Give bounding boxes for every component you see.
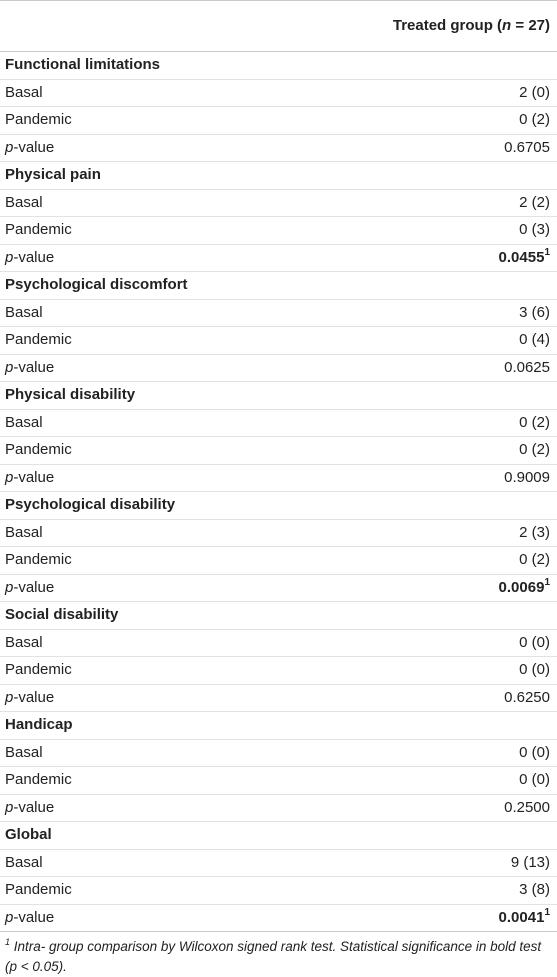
pvalue-cell <box>357 574 557 602</box>
section-title: Global <box>0 822 357 850</box>
pandemic-value: 0 (2) <box>357 437 557 465</box>
footnote-reference-mark: 1 <box>544 576 550 588</box>
basal-row <box>0 299 557 327</box>
pandemic-label: Pandemic <box>0 877 357 905</box>
section-title: Psychological disability <box>0 492 357 520</box>
section-title: Physical disability <box>0 382 357 410</box>
pandemic-row <box>0 217 557 245</box>
pvalue-cell <box>357 354 557 382</box>
pvalue-label-text: -value <box>13 578 55 596</box>
pvalue-label-text: -value <box>13 688 55 706</box>
footnote-reference-mark: 1 <box>544 906 550 918</box>
section-header-row <box>0 52 557 80</box>
pvalue-cell <box>357 134 557 162</box>
section-empty-cell <box>357 602 557 630</box>
pvalue-cell <box>357 684 557 712</box>
section-empty-cell <box>357 382 557 410</box>
pvalue-number: 0.0041 <box>498 908 545 926</box>
pvalue-number: 0.0455 <box>498 248 545 266</box>
pvalue-p-symbol: p <box>5 578 14 596</box>
pvalue-row <box>0 684 557 712</box>
footnote-reference-mark: 1 <box>544 246 550 258</box>
pandemic-label: Pandemic <box>0 107 357 135</box>
pvalue-row <box>0 244 557 272</box>
basal-label: Basal <box>0 299 357 327</box>
pvalue-row <box>0 354 557 382</box>
section-header-row <box>0 712 557 740</box>
pandemic-label: Pandemic <box>0 547 357 575</box>
section-title: Functional limitations <box>0 52 357 80</box>
pvalue-cell <box>357 464 557 492</box>
pandemic-row <box>0 107 557 135</box>
basal-label: Basal <box>0 629 357 657</box>
section-header-row <box>0 162 557 190</box>
pandemic-value: 0 (2) <box>357 107 557 135</box>
basal-label: Basal <box>0 739 357 767</box>
basal-label: Basal <box>0 849 357 877</box>
basal-row <box>0 849 557 877</box>
pvalue-row <box>0 464 557 492</box>
basal-value: 9 (13) <box>357 849 557 877</box>
pvalue-label <box>0 904 357 932</box>
section-empty-cell <box>357 52 557 80</box>
pvalue-p-symbol: p <box>5 138 14 156</box>
basal-value: 0 (2) <box>357 409 557 437</box>
section-header-row <box>0 382 557 410</box>
treated-group-column-header: Treated group (n = 27) <box>357 1 557 52</box>
section-empty-cell <box>357 272 557 300</box>
pvalue-number: 0.2500 <box>504 798 550 816</box>
table-header-row <box>0 1 557 52</box>
pvalue-p-symbol: p <box>5 908 14 926</box>
pvalue-label-text: -value <box>13 248 55 266</box>
basal-row <box>0 79 557 107</box>
basal-label: Basal <box>0 409 357 437</box>
pandemic-row <box>0 877 557 905</box>
pvalue-number: 0.0625 <box>504 358 550 376</box>
pvalue-label <box>0 244 357 272</box>
section-title: Social disability <box>0 602 357 630</box>
pvalue-row <box>0 904 557 932</box>
basal-value: 2 (2) <box>357 189 557 217</box>
pvalue-cell <box>357 904 557 932</box>
pandemic-row <box>0 547 557 575</box>
pvalue-label-text: -value <box>13 798 55 816</box>
pvalue-number: 0.9009 <box>504 468 550 486</box>
table-body <box>0 52 557 932</box>
section-empty-cell <box>357 162 557 190</box>
pvalue-cell <box>357 244 557 272</box>
pvalue-label <box>0 574 357 602</box>
basal-value: 0 (0) <box>357 739 557 767</box>
basal-label: Basal <box>0 519 357 547</box>
pandemic-label: Pandemic <box>0 657 357 685</box>
pvalue-p-symbol: p <box>5 248 14 266</box>
basal-row <box>0 189 557 217</box>
section-empty-cell <box>357 712 557 740</box>
pandemic-row <box>0 327 557 355</box>
section-empty-cell <box>357 822 557 850</box>
basal-value: 2 (0) <box>357 79 557 107</box>
pandemic-label: Pandemic <box>0 217 357 245</box>
pvalue-label <box>0 684 357 712</box>
section-title: Physical pain <box>0 162 357 190</box>
basal-label: Basal <box>0 79 357 107</box>
pandemic-label: Pandemic <box>0 437 357 465</box>
section-empty-cell <box>357 492 557 520</box>
basal-value: 2 (3) <box>357 519 557 547</box>
pvalue-p-symbol: p <box>5 358 14 376</box>
pandemic-label: Pandemic <box>0 767 357 795</box>
pvalue-label <box>0 354 357 382</box>
pvalue-label <box>0 134 357 162</box>
pvalue-p-symbol: p <box>5 468 14 486</box>
basal-value: 0 (0) <box>357 629 557 657</box>
table-footnote <box>0 932 557 977</box>
basal-value: 3 (6) <box>357 299 557 327</box>
pvalue-row <box>0 574 557 602</box>
section-header-row <box>0 602 557 630</box>
pvalue-row <box>0 794 557 822</box>
basal-label: Basal <box>0 189 357 217</box>
pvalue-label-text: -value <box>13 468 55 486</box>
pvalue-row <box>0 134 557 162</box>
footnote-mark: 1 <box>5 936 11 947</box>
footnote-text: Intra- group comparison by Wilcoxon signed rank test. Statistical significance in bold test (p < 0.05). <box>5 939 542 974</box>
basal-row <box>0 409 557 437</box>
pandemic-value: 0 (2) <box>357 547 557 575</box>
section-title: Psychological discomfort <box>0 272 357 300</box>
basal-row <box>0 519 557 547</box>
pvalue-cell <box>357 794 557 822</box>
pandemic-value: 0 (4) <box>357 327 557 355</box>
section-header-row <box>0 492 557 520</box>
pvalue-number: 0.6705 <box>504 138 550 156</box>
pandemic-row <box>0 437 557 465</box>
section-header-row <box>0 822 557 850</box>
pandemic-row <box>0 657 557 685</box>
pandemic-value: 0 (0) <box>357 657 557 685</box>
pandemic-value: 0 (3) <box>357 217 557 245</box>
pvalue-label-text: -value <box>13 908 55 926</box>
section-header-row <box>0 272 557 300</box>
basal-row <box>0 629 557 657</box>
basal-row <box>0 739 557 767</box>
pvalue-number: 0.0069 <box>498 578 545 596</box>
row-label-header <box>0 1 357 52</box>
pvalue-p-symbol: p <box>5 798 14 816</box>
pandemic-label: Pandemic <box>0 327 357 355</box>
pandemic-value: 3 (8) <box>357 877 557 905</box>
pvalue-label-text: -value <box>13 358 55 376</box>
pvalue-label <box>0 464 357 492</box>
pvalue-number: 0.6250 <box>504 688 550 706</box>
pandemic-row <box>0 767 557 795</box>
pvalue-label-text: -value <box>13 138 55 156</box>
pandemic-value: 0 (0) <box>357 767 557 795</box>
pvalue-p-symbol: p <box>5 688 14 706</box>
section-title: Handicap <box>0 712 357 740</box>
pvalue-label <box>0 794 357 822</box>
